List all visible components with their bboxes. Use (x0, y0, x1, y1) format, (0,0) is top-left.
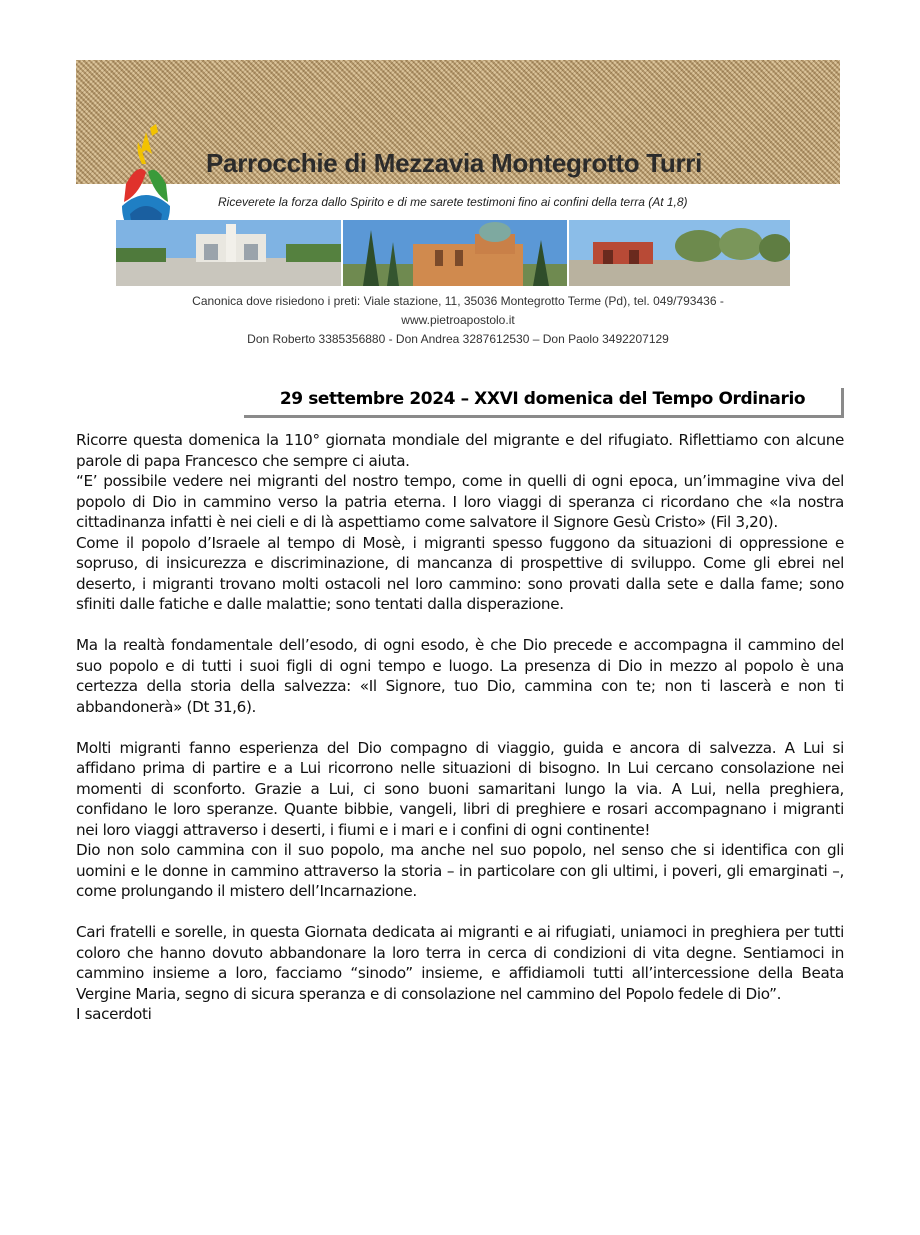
parish-motto: Riceverete la forza dallo Spirito e di me sarete testimoni fino ai confini della terra (At 1,8) (218, 195, 688, 209)
paragraph-quote-start: “E’ possibile vedere nei migranti del nostro tempo, come in quelli di ogni epoca, un’immagine viva del popolo di Dio in cammino verso la patria eterna. I loro viaggi di speranza ci ricordano che «la nostra cittadinanza infatti è nei cieli e di là aspettiamo come salvatore il Signore Gesù Cristo» (Fil 3,20). (76, 472, 844, 531)
church-photo-turri (569, 220, 790, 286)
header-banner (76, 60, 840, 286)
paragraph-prayer: Cari fratelli e sorelle, in questa Giornata dedicata ai migranti e ai rifugiati, uniamoci in preghiera per tutti coloro che hanno dovuto abbandonare la loro terra in cerca di condizioni di vita degne. Sentiamoci in cammino insieme a loro, facciamo “sinodo” insieme, e affidiamoli tutti all’intercessione della Beata Vergine Maria, segno di sicura speranza e di consolazione nel cammino del Popolo fedele di Dio”. (76, 923, 844, 1003)
paragraph-exodus: Ma la realtà fondamentale dell’esodo, di ogni esodo, è che Dio precede e accompagna il cammino del suo popolo e di tutti i suoi figli di ogni tempo e luogo. La presenza di Dio in mezzo al popolo è una certezza della storia della salvezza: «Il Signore, tuo Dio, cammina con te; non ti lascerà e non ti abbandonerà» (Dt 31,6). (76, 636, 844, 716)
church-photo-mezzavia (116, 220, 341, 286)
parish-title: Parrocchie di Mezzavia Montegrotto Turri (206, 148, 703, 178)
website-text: www.pietroapostolo.it (401, 313, 515, 327)
paragraph-israel: Come il popolo d’Israele al tempo di Mosè, i migranti spesso fuggono da situazioni di oppressione e sopruso, di insicurezza e discriminazione, di mancanza di prospettive di sviluppo. Come gli ebrei nel deserto, i migranti trovano molti ostacoli nel loro cammino: sono provati dalla sete e dalla fame; sono sfiniti dalle fatiche e dalle malattie; sono tentati dalla disperazione. (76, 533, 844, 613)
church-photo-montegrotto (343, 220, 567, 286)
paragraph-companion: Molti migranti fanno esperienza del Dio compagno di viaggio, guida e ancora di salvezza. A Lui si affidano prima di partire e a Lui ricorrono nelle situazioni di bisogno. In Lui cercano consolazione nei momenti di sconforto. Grazie a Lui, ci sono buoni samaritani lungo la via. A Lui, nella preghiera, confidano le loro speranze. Quante bibbie, vangeli, libri di preghiere e rosari accompagnano i migranti nei loro viaggi attraverso i deserti, i fiumi e i mari e i confini di ogni continente! (76, 738, 844, 839)
bulletin-body (76, 430, 844, 1025)
date-heading-box (244, 388, 844, 418)
address-line: Canonica dove risiedono i preti: Viale stazione, 11, 35036 Montegrotto Terme (Pd), tel. 049/793436 - (192, 294, 724, 308)
paragraph-intro: Ricorre questa domenica la 110° giornata mondiale del migrante e del rifugiato. Riflettiamo con alcune parole di papa Francesco che sempre ci aiuta. (76, 431, 844, 470)
contact-block (76, 292, 840, 349)
paragraph-incarnation: Dio non solo cammina con il suo popolo, ma anche nel suo popolo, nel senso che si identifica con gli uomini e le donne in cammino attraverso la storia – in particolare con gli ultimi, i poveri, gli emarginati –, come prolungando il mistero dell’Incarnazione. (76, 841, 844, 900)
signature: I sacerdoti (76, 1005, 152, 1023)
priests-phone-line: Don Roberto 3385356880 - Don Andrea 3287612530 – Don Paolo 3492207129 (247, 332, 669, 346)
date-heading: 29 settembre 2024 – XXVI domenica del Tempo Ordinario (279, 389, 806, 409)
